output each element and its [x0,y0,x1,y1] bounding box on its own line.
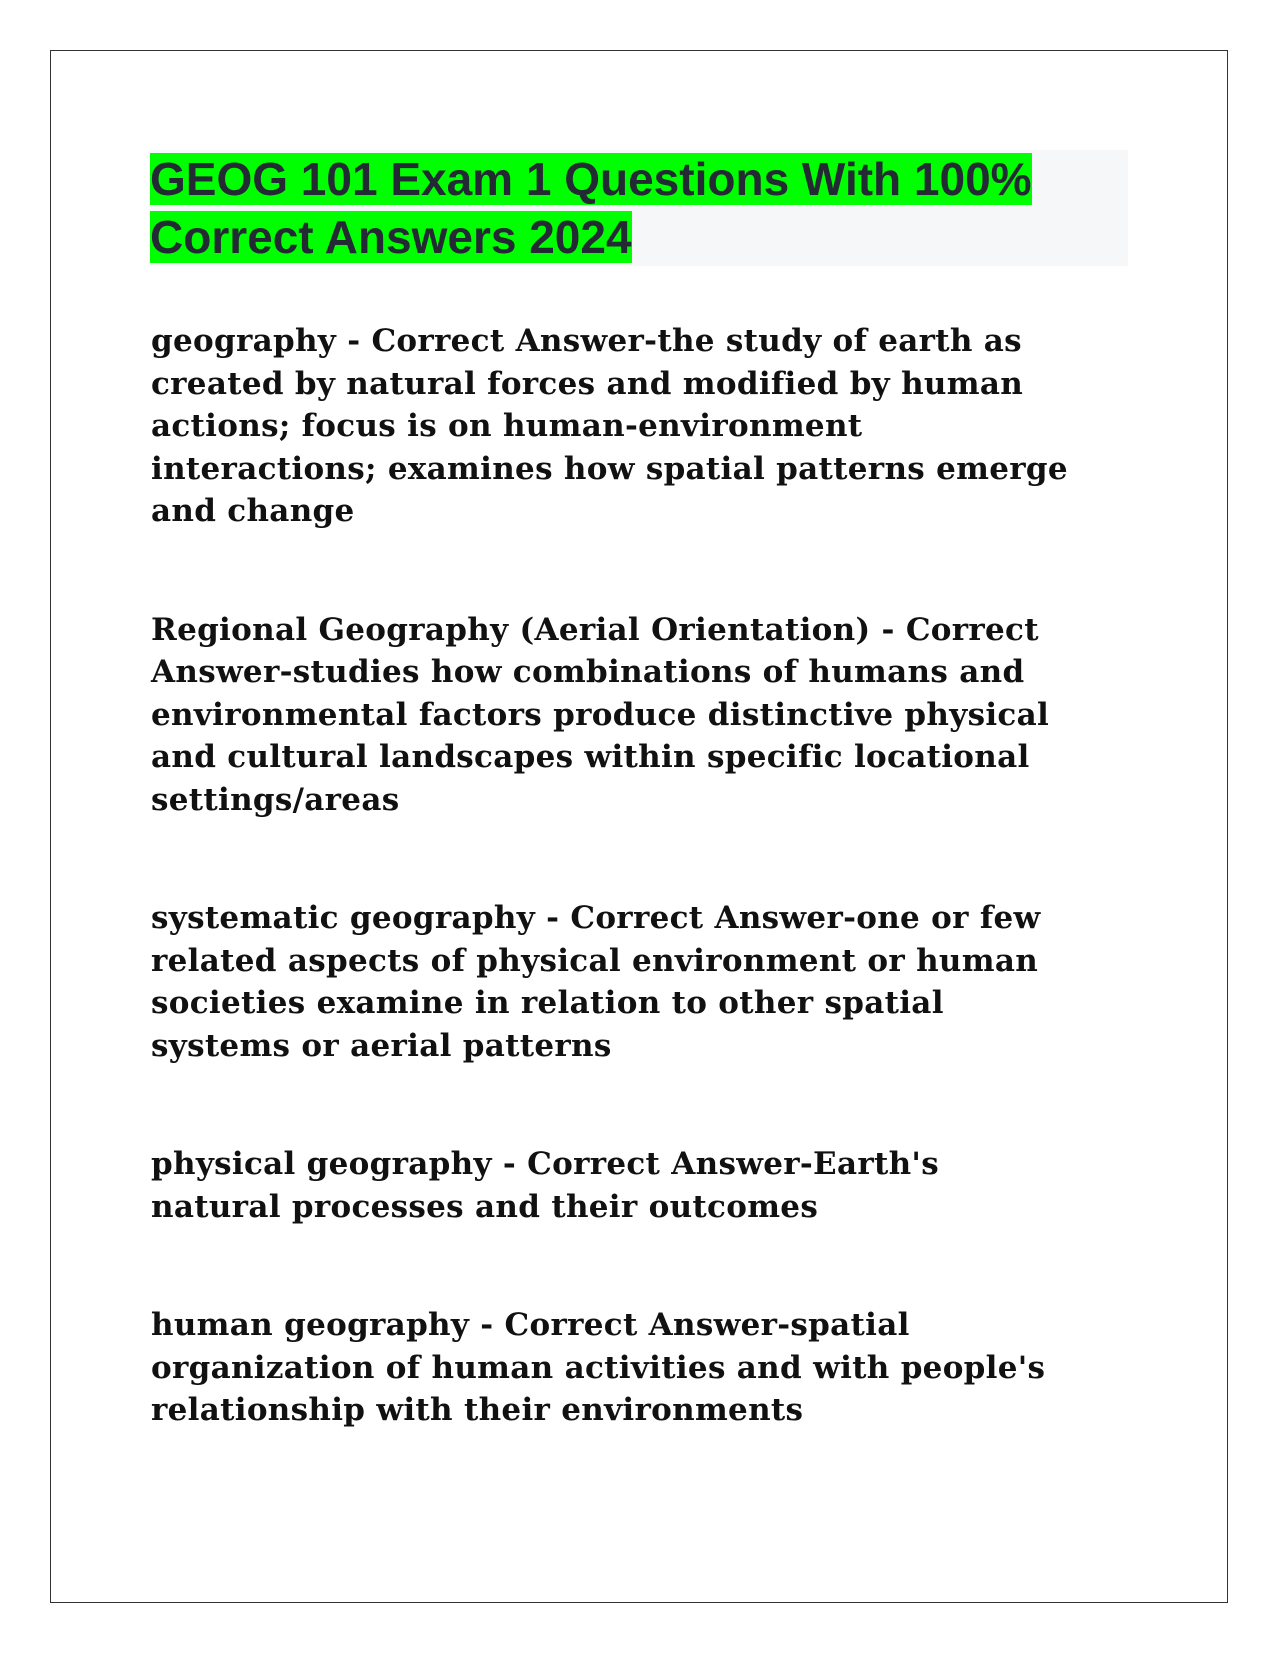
qa-item-human-geography [151,1304,1141,1432]
qa-line: systems or aerial patterns [151,1027,612,1064]
qa-line: interactions; examines how spatial patterns emerge [151,450,1068,487]
qa-line: organization of human activities and with people's [151,1349,1046,1386]
qa-item-geography [151,320,1141,533]
title-line-1: GEOG 101 Exam 1 Questions With 100% [150,153,1032,205]
title-block [150,150,1128,266]
qa-line: systematic geography - Correct Answer-one or few [151,900,1041,936]
qa-line: actions; focus is on human-environment [151,408,863,444]
document-title [150,150,1128,266]
qa-line: and change [151,493,355,529]
qa-line: related aspects of physical environment or human [151,942,1039,979]
qa-line: human geography - Correct Answer-spatial [151,1307,910,1343]
qa-line: natural processes and their outcomes [151,1188,819,1225]
qa-line: settings/areas [151,781,400,818]
qa-line: Regional Geography (Aerial Orientation) - Correct [151,611,1039,648]
qa-line: societies examine in relation to other spatial [151,985,944,1021]
qa-list [151,320,1141,1432]
qa-item-physical-geography [151,1143,1141,1228]
qa-line: Answer-studies how combinations of humans and [151,654,1025,690]
qa-line: created by natural forces and modified by human [151,365,1024,402]
qa-line: and cultural landscapes within specific locational [151,739,1030,775]
title-line-2: Correct Answers 2024 [150,211,632,263]
qa-line: environmental factors produce distinctive physical [151,696,1050,733]
qa-line: physical geography - Correct Answer-Earth's [151,1146,939,1182]
qa-line: geography - Correct Answer-the study of earth as [151,323,1022,359]
qa-item-regional-geography [151,609,1141,822]
qa-line: relationship with their environments [151,1392,804,1428]
qa-item-systematic-geography [151,897,1141,1067]
